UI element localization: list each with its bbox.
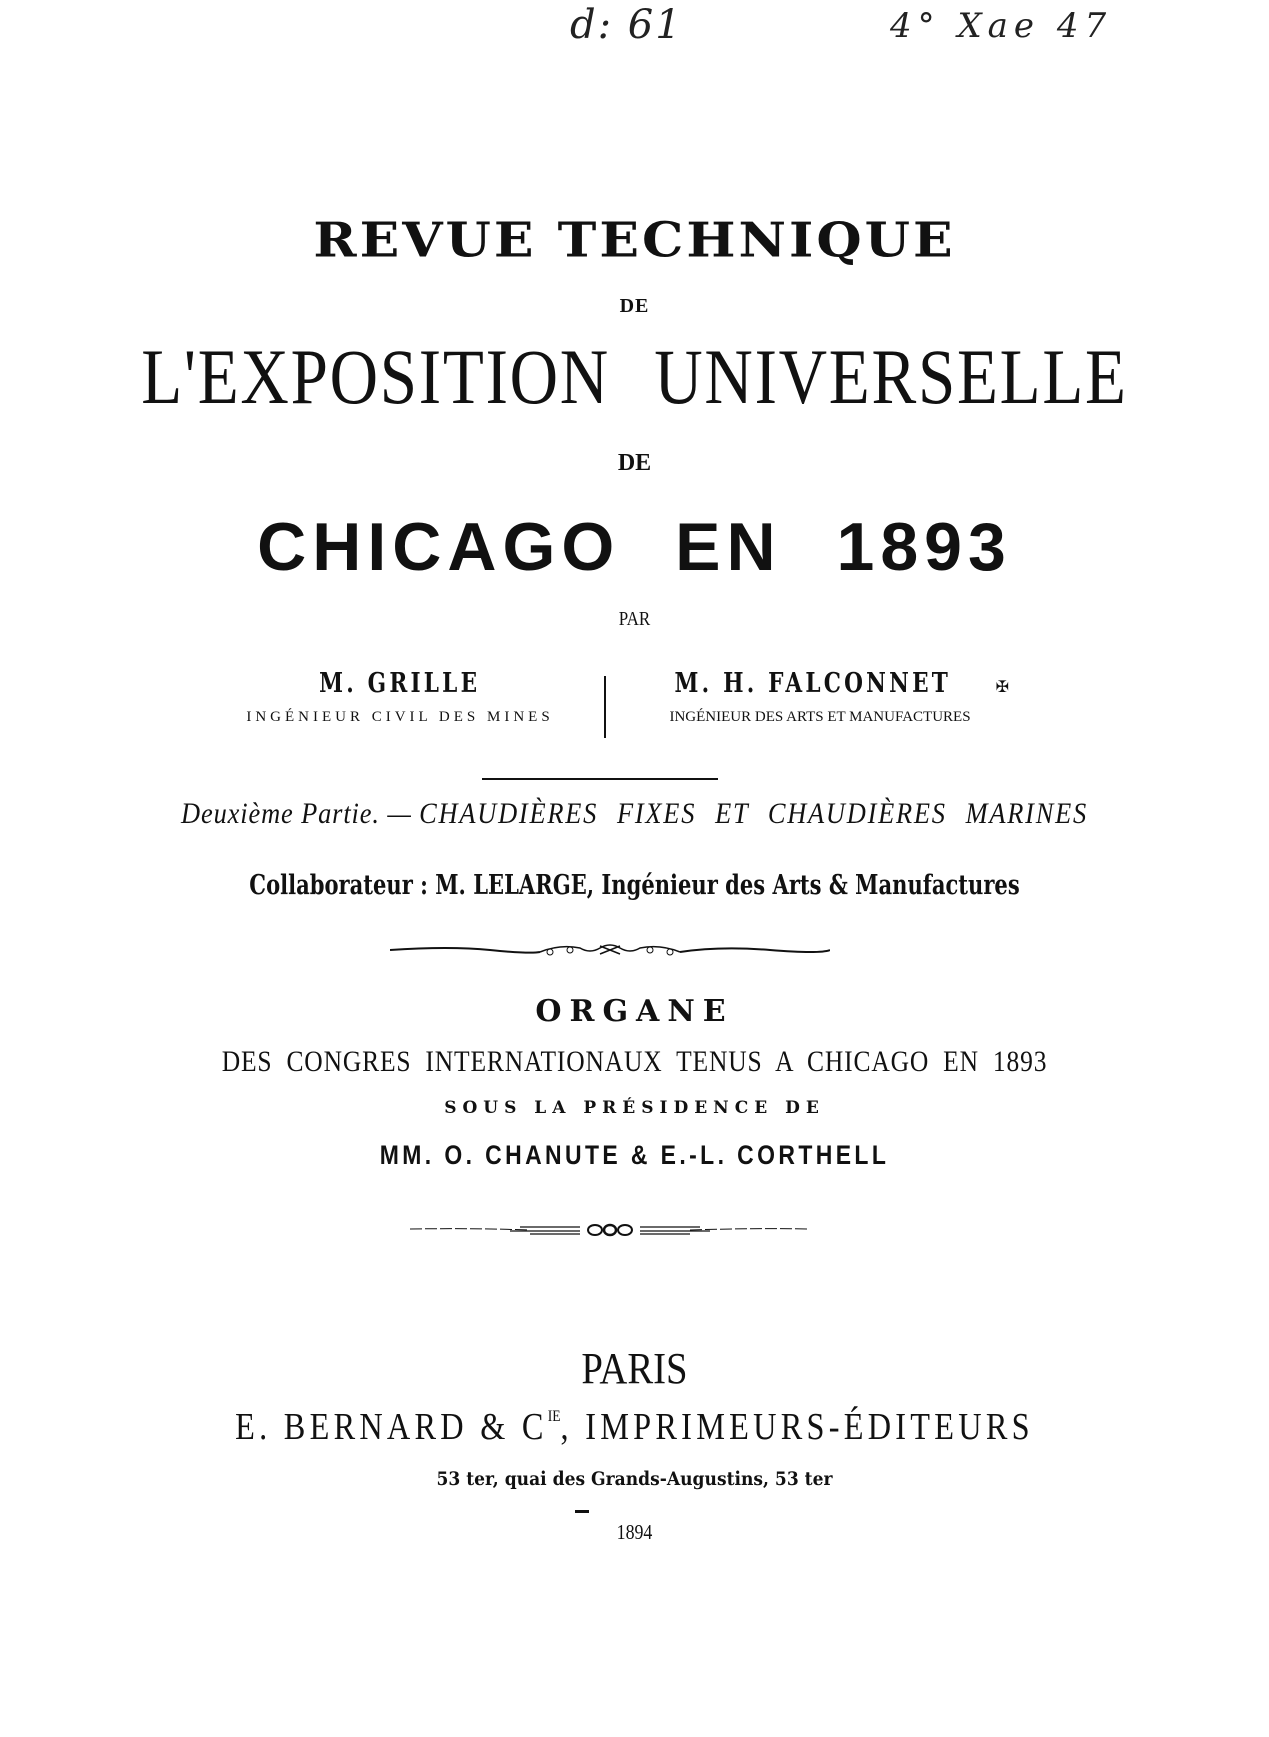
part-title: CHAUDIÈRES FIXES ET CHAUDIÈRES MARINES [419, 797, 1088, 830]
author-grille [230, 668, 570, 726]
collaborator-line: Collaborateur : M. LELARGE, Ingénieur des Arts & Manufactures [249, 870, 1020, 901]
author-divider [604, 676, 606, 738]
presidency-label: SOUS LA PRÉSIDENCE DE [444, 1098, 825, 1118]
imprint-city: PARIS [581, 1344, 688, 1393]
imprint-year: 1894 [616, 1520, 653, 1544]
organ-heading: ORGANE [535, 994, 734, 1029]
publisher-name: E. BERNARD & C [235, 1406, 548, 1448]
short-dash [575, 1510, 589, 1513]
author-role: INGÉNIEUR DES ARTS ET MANUFACTURES [669, 709, 971, 725]
by-label: PAR [618, 608, 651, 630]
handwritten-shelfmark-left: d: 61 [570, 2, 683, 48]
ornament-divider-2-icon [410, 1222, 810, 1238]
title-line-exposition: L'EXPOSITION UNIVERSELLE [141, 333, 1128, 420]
title-line-chicago: CHICAGO EN 1893 [257, 509, 1012, 585]
title-connector-de: DE [619, 295, 650, 317]
organ-line: DES CONGRES INTERNATIONAUX TENUS A CHICAGO EN 1893 [221, 1045, 1048, 1078]
imprint-publisher [95, 1405, 1174, 1449]
part-heading [76, 797, 1193, 831]
title-line-revue: REVUE TECHNIQUE [313, 212, 956, 269]
author-role: INGÉNIEUR CIVIL DES MINES [246, 709, 554, 725]
imprint-address: 53 ter, quai des Grands-Augustins, 53 ter [436, 1468, 833, 1490]
handwritten-shelfmark-right: 4° Xae 47 [890, 6, 1113, 46]
ornament-divider-icon [390, 938, 830, 962]
title-connector-de-2: DE [617, 450, 652, 476]
publisher-superscript: IE [547, 1408, 561, 1425]
presidents-line: MM. O. CHANUTE & E.-L. CORTHELL [379, 1140, 890, 1170]
author-name: M. H. FALCONNET [674, 668, 952, 699]
author-falconnet [640, 668, 1009, 726]
publisher-role: , IMPRIMEURS-ÉDITEURS [560, 1406, 1034, 1448]
legion-honour-icon: ✠ [995, 679, 1009, 696]
part-label: Deuxième Partie. — [181, 797, 412, 830]
horizontal-rule [482, 778, 718, 780]
author-name: M. GRILLE [319, 668, 481, 699]
